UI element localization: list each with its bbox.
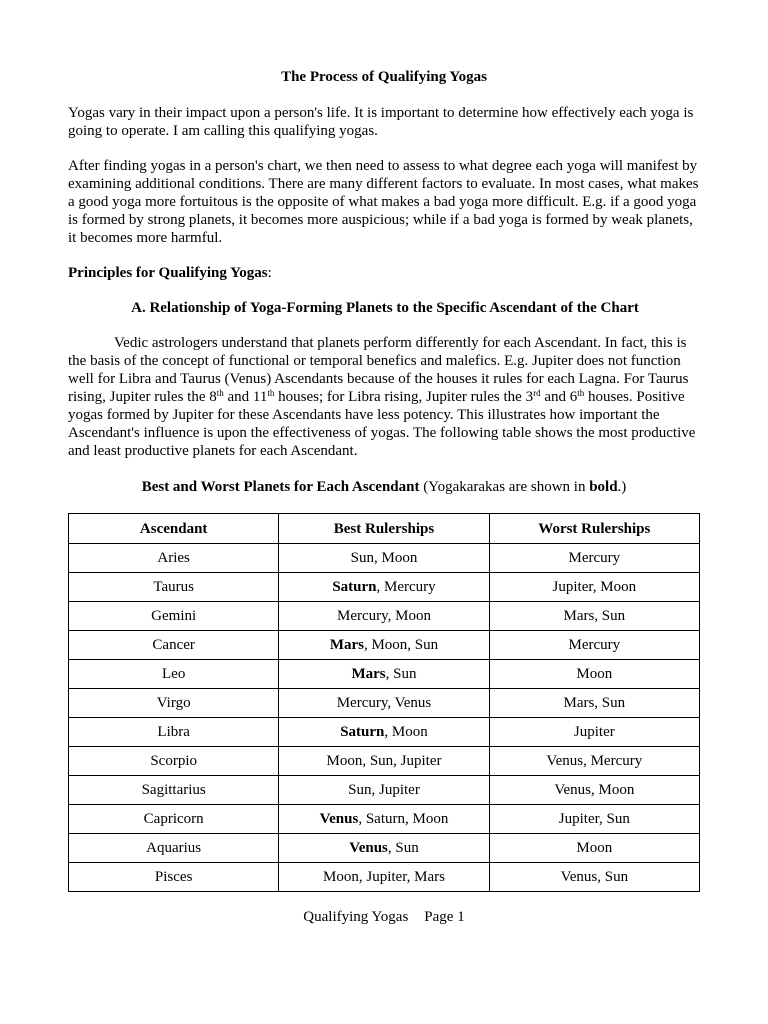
table-row — [69, 660, 700, 689]
worst-rulerships-cell: Venus, Mercury — [489, 747, 699, 776]
best-rulerships-cell — [279, 631, 489, 660]
worst-rulerships-cell: Mars, Sun — [489, 602, 699, 631]
table-row — [69, 689, 700, 718]
best-rest: , Moon — [384, 724, 428, 740]
ascendant-cell: Aries — [69, 544, 279, 573]
table-row — [69, 805, 700, 834]
ascendant-cell: Gemini — [69, 602, 279, 631]
header-worst-rulerships: Worst Rulerships — [489, 514, 699, 544]
ascendant-cell: Aquarius — [69, 834, 279, 863]
yogakaraka: Saturn — [332, 579, 377, 595]
best-rest: Sun, Jupiter — [348, 782, 420, 798]
ascendant-cell: Cancer — [69, 631, 279, 660]
worst-rulerships-cell: Venus, Moon — [489, 776, 699, 805]
table-row — [69, 747, 700, 776]
worst-rulerships-cell: Mercury — [489, 631, 699, 660]
yogakaraka: Venus — [349, 840, 388, 856]
best-rulerships-cell — [279, 602, 489, 631]
section-a-text-5: houses. Positive yogas formed by Jupiter for these Ascendants have less potency. This illustrates how important the Ascendant's influence is upon the effectiveness of yogas. The following table shows the most productive and least productive planets for each Ascendant. — [68, 389, 696, 459]
best-rulerships-cell — [279, 718, 489, 747]
page-footer — [0, 908, 768, 926]
section-a-text-4: and 6 — [540, 389, 578, 405]
best-rest: , Sun — [387, 840, 419, 856]
best-rulerships-cell — [279, 660, 489, 689]
best-rest: Mercury, Moon — [336, 608, 431, 624]
best-rest: Moon, Sun, Jupiter — [326, 753, 442, 769]
table-row — [69, 863, 700, 892]
header-ascendant: Ascendant — [69, 514, 279, 544]
section-a-text-3: houses; for Libra rising, Jupiter rules the 3 — [274, 389, 534, 405]
table-row — [69, 834, 700, 863]
page-title: The Process of Qualifying Yogas — [281, 69, 487, 85]
best-rest: , Saturn, Moon — [358, 811, 449, 827]
table-caption-end: .) — [617, 479, 627, 495]
ascendant-cell: Sagittarius — [69, 776, 279, 805]
ascendant-cell: Leo — [69, 660, 279, 689]
header-best-rulerships: Best Rulerships — [279, 514, 489, 544]
table-row — [69, 776, 700, 805]
best-rulerships-cell — [279, 689, 489, 718]
table-row — [69, 631, 700, 660]
yogakaraka: Mars — [329, 637, 364, 653]
worst-rulerships-cell: Mercury — [489, 544, 699, 573]
worst-rulerships-cell: Jupiter — [489, 718, 699, 747]
yogakaraka: Saturn — [340, 724, 385, 740]
best-rest: Mercury, Venus — [336, 695, 432, 711]
worst-rulerships-cell: Jupiter, Moon — [489, 573, 699, 602]
worst-rulerships-cell: Jupiter, Sun — [489, 805, 699, 834]
section-a-paragraph — [68, 334, 702, 460]
best-rulerships-cell — [279, 805, 489, 834]
ascendant-cell: Virgo — [69, 689, 279, 718]
intro-paragraph: Yogas vary in their impact upon a person's life. It is important to determine how effectively each yoga is going to operate. I am calling this qualifying yogas. — [68, 105, 694, 139]
worst-rulerships-cell: Moon — [489, 660, 699, 689]
worst-rulerships-cell: Moon — [489, 834, 699, 863]
footer-label: Qualifying Yogas — [303, 909, 409, 925]
best-rulerships-cell — [279, 544, 489, 573]
assess-paragraph: After finding yogas in a person's chart, we then need to assess to what degree each yoga will manifest by examining additional conditions. There are many different factors to evaluate. In most cases, what makes a good yoga more fortuitous is the opposite of what makes a bad yoga more difficult. E.g. if a good yoga is formed by strong planets, it becomes more auspicious; while if a bad yoga is formed by weak planets, it becomes more harmful. — [68, 158, 699, 246]
worst-rulerships-cell: Venus, Sun — [489, 863, 699, 892]
best-rulerships-cell — [279, 776, 489, 805]
table-row — [69, 573, 700, 602]
worst-rulerships-cell: Mars, Sun — [489, 689, 699, 718]
best-rulerships-cell — [279, 747, 489, 776]
ordinal-sup-1: th — [216, 388, 224, 398]
table-row — [69, 602, 700, 631]
table-caption-title: Best and Worst Planets for Each Ascendant — [141, 479, 420, 495]
yogakaraka: Venus — [319, 811, 359, 827]
table-header-row — [69, 514, 700, 544]
ascendant-cell: Capricorn — [69, 805, 279, 834]
ordinal-sup-2: th — [267, 388, 275, 398]
principles-heading: Principles for Qualifying Yogas — [68, 265, 268, 281]
ordinal-sup-4: th — [577, 388, 585, 398]
ascendant-cell: Taurus — [69, 573, 279, 602]
best-rulerships-cell — [279, 863, 489, 892]
table-caption-bold-word: bold — [589, 479, 618, 495]
ascendant-cell: Libra — [69, 718, 279, 747]
ordinal-sup-3: rd — [533, 388, 541, 398]
best-rest: Moon, Jupiter, Mars — [323, 869, 445, 885]
section-a-text-1: Vedic astrologers understand that planets perform differently for each Ascendant. In fact, this is the basis of the concept of functional or temporal benefics and malefics. E.g. Jupiter does not function well for Libra and Taurus (Venus) Ascendants because of the houses it rules for each Lagna. For Taurus rising, Jupiter rules the 8 — [68, 335, 689, 405]
section-a-text-2: and 11 — [223, 389, 268, 405]
ascendant-cell: Scorpio — [69, 747, 279, 776]
table-caption — [0, 478, 768, 496]
table-caption-note: (Yogakarakas are shown in — [419, 479, 590, 495]
best-rest: , Mercury — [376, 579, 436, 595]
best-rulerships-cell — [279, 573, 489, 602]
page-number: Page 1 — [424, 909, 465, 925]
ascendant-cell: Pisces — [69, 863, 279, 892]
table-row — [69, 544, 700, 573]
best-rest: Sun, Moon — [350, 550, 418, 566]
best-rulerships-cell — [279, 834, 489, 863]
yogakaraka: Mars — [351, 666, 386, 682]
best-rest: , Sun — [385, 666, 417, 682]
principles-heading-line — [68, 264, 702, 282]
table-row — [69, 718, 700, 747]
rulerships-table — [68, 513, 700, 892]
best-rest: , Moon, Sun — [363, 637, 439, 653]
principles-colon: : — [267, 265, 272, 281]
section-a-heading: A. Relationship of Yoga-Forming Planets to the Specific Ascendant of the Chart — [131, 300, 639, 316]
